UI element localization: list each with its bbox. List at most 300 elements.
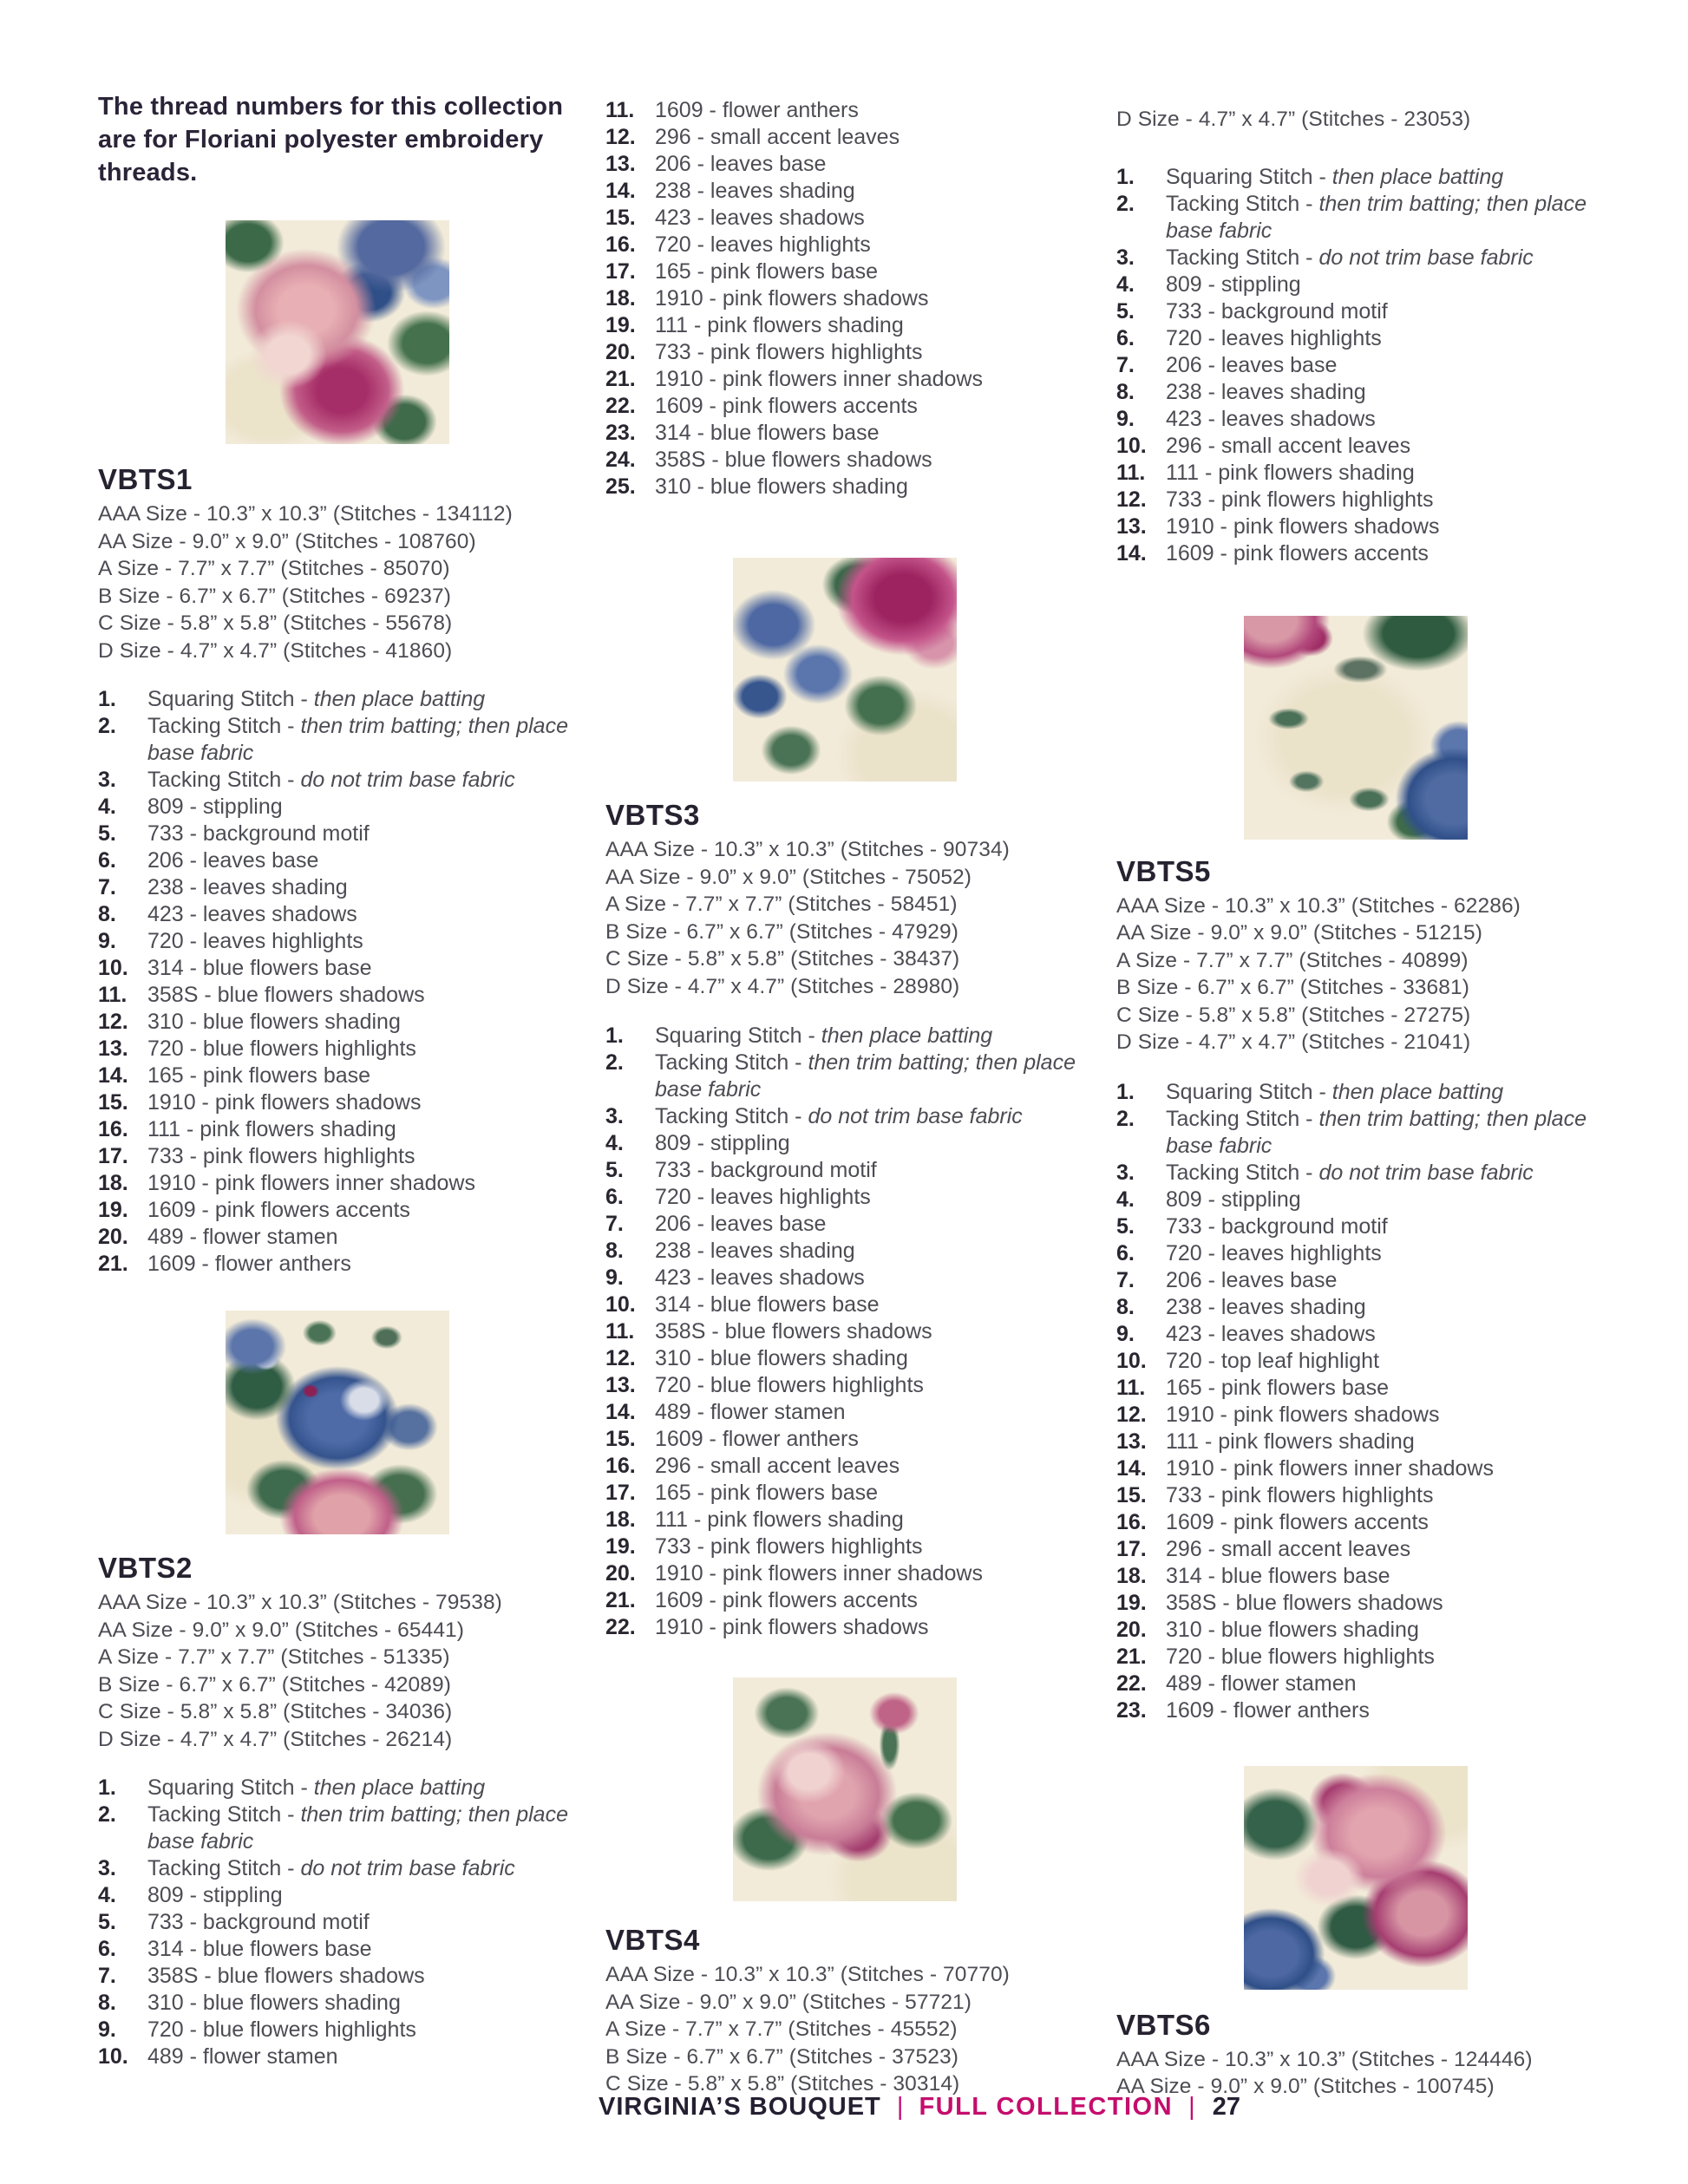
step-number: 20.: [98, 1225, 128, 1249]
step-number: 15.: [605, 206, 636, 230]
thread-step: [98, 901, 577, 928]
step-text: 733 - background motif: [147, 821, 370, 846]
thread-step: [605, 124, 1084, 151]
thread-step: [605, 1533, 1084, 1560]
step-number: 6.: [98, 1937, 116, 1961]
size-line: C Size - 5.8” x 5.8” (Stitches - 38437): [605, 947, 960, 971]
size-line: C Size - 5.8” x 5.8” (Stitches - 30314): [605, 2072, 960, 2096]
intro-text: The thread numbers for this collection are for Floriani polyester embroidery threads.: [98, 93, 564, 186]
step-number: 4.: [98, 1883, 116, 1907]
step-number: 7.: [98, 1964, 116, 1988]
vbts1-sizes: [98, 500, 577, 664]
step-text: 296 - small accent leaves: [655, 1454, 900, 1478]
vbts4-design-thumbnail: [733, 1677, 957, 1901]
size-line: A Size - 7.7” x 7.7” (Stitches - 45552): [605, 2017, 958, 2041]
step-text: 206 - leaves base: [1166, 1267, 1338, 1292]
step-text: 1910 - pink flowers shadows: [147, 1090, 422, 1115]
size-line: AA Size - 9.0” x 9.0” (Stitches - 100745): [1116, 2075, 1495, 2098]
step-text: 165 - pink flowers base: [1166, 1375, 1390, 1400]
thread-step: [1116, 1348, 1595, 1375]
step-number: 11.: [1116, 460, 1146, 485]
step-number: 25.: [605, 474, 636, 499]
step-text: 358S - blue flowers shadows: [1166, 1590, 1443, 1615]
thread-step: [98, 1143, 577, 1170]
vbts2-thread-list-part1: [98, 1775, 577, 2070]
thread-step: [98, 1251, 577, 1278]
thread-step: [605, 1157, 1084, 1184]
step-number: 18.: [605, 286, 636, 311]
step-number: 2.: [605, 1050, 624, 1075]
thread-step: [1116, 1160, 1595, 1187]
thread-step: [605, 1103, 1084, 1130]
thread-step: [605, 1560, 1084, 1587]
step-number: 14.: [1116, 540, 1147, 566]
step-text: Tacking Stitch - do not trim base fabric: [655, 1104, 1023, 1128]
thread-step: [1116, 164, 1595, 191]
size-line: AAA Size - 10.3” x 10.3” (Stitches - 124446): [1116, 2047, 1533, 2071]
thread-step: [1116, 406, 1595, 433]
step-text: 358S - blue flowers shadows: [655, 448, 932, 472]
size-line: AAA Size - 10.3” x 10.3” (Stitches - 62286): [1116, 893, 1521, 918]
size-line: D Size - 4.7” x 4.7” (Stitches - 28980): [605, 974, 960, 998]
step-text: 310 - blue flowers shading: [655, 474, 908, 499]
step-text: 296 - small accent leaves: [1166, 1536, 1411, 1561]
thread-step: [1116, 1590, 1595, 1617]
vbts2-design-thumbnail: [226, 1311, 449, 1534]
vbts4-sizes: [605, 1961, 1084, 2098]
thread-step: [98, 1063, 577, 1089]
size-line: B Size - 6.7” x 6.7” (Stitches - 69237): [98, 584, 451, 608]
size-line: AA Size - 9.0” x 9.0” (Stitches - 65441): [98, 1618, 465, 1642]
step-text: 809 - stippling: [147, 1883, 283, 1907]
step-number: 12.: [1116, 487, 1147, 512]
step-number: 11.: [605, 98, 635, 122]
step-number: 10.: [605, 1292, 636, 1317]
step-number: 17.: [605, 1481, 636, 1505]
step-number: 2.: [1116, 191, 1135, 216]
size-line: B Size - 6.7” x 6.7” (Stitches - 37523): [605, 2044, 958, 2069]
step-number: 4.: [1116, 1187, 1135, 1212]
step-number: 18.: [98, 1171, 128, 1195]
footer-separator: |: [896, 2093, 904, 2121]
step-number: 17.: [1116, 1536, 1147, 1561]
step-text: 296 - small accent leaves: [1166, 433, 1411, 458]
step-number: 19.: [1116, 1590, 1147, 1615]
step-text: 489 - flower stamen: [1166, 1671, 1357, 1696]
step-text: 314 - blue flowers base: [1166, 1563, 1390, 1588]
step-text: 423 - leaves shadows: [1166, 406, 1376, 431]
step-number: 16.: [605, 232, 636, 257]
thread-step: [605, 97, 1084, 124]
step-text: Tacking Stitch - do not trim base fabric: [147, 1856, 515, 1880]
step-text: 1910 - pink flowers shadows: [655, 1615, 929, 1639]
step-number: 24.: [605, 448, 636, 472]
thread-step: [605, 1372, 1084, 1399]
thread-step: [1116, 460, 1595, 487]
thread-step: [605, 1049, 1084, 1103]
step-number: 13.: [1116, 1429, 1147, 1454]
step-text: 165 - pink flowers base: [655, 1481, 879, 1505]
thread-step: [1116, 1106, 1595, 1160]
size-line: A Size - 7.7” x 7.7” (Stitches - 85070): [98, 557, 450, 580]
thread-step: [1116, 1644, 1595, 1671]
thread-step: [605, 1614, 1084, 1641]
step-text: 720 - leaves highlights: [1166, 325, 1382, 350]
thread-step: [605, 1453, 1084, 1480]
step-text: 111 - pink flowers shading: [655, 313, 904, 337]
step-text: 314 - blue flowers base: [147, 956, 372, 980]
size-line: AAA Size - 10.3” x 10.3” (Stitches - 70770): [605, 1963, 1010, 1986]
step-text: 1910 - pink flowers inner shadows: [655, 1561, 983, 1586]
size-line: AA Size - 9.0” x 9.0” (Stitches - 57721): [605, 1990, 972, 2014]
column-2: [605, 0, 1084, 2098]
vbts2-section: [98, 1552, 577, 2070]
thread-step: [1116, 487, 1595, 513]
step-number: 9.: [605, 1265, 624, 1290]
thread-step: [98, 982, 577, 1009]
step-text: 111 - pink flowers shading: [147, 1117, 396, 1141]
vbts5-sizes: [1116, 893, 1595, 1056]
step-number: 3.: [98, 768, 116, 792]
thread-step: [98, 1009, 577, 1036]
thread-step: [1116, 513, 1595, 540]
step-number: 13.: [605, 1373, 636, 1397]
thread-step: [605, 1238, 1084, 1265]
step-number: 10.: [98, 956, 128, 980]
thread-step: [1116, 1509, 1595, 1536]
thread-step: [98, 1775, 577, 1801]
thread-step: [1116, 1429, 1595, 1455]
step-number: 12.: [605, 125, 636, 149]
thread-step: [605, 1345, 1084, 1372]
thread-step: [1116, 1617, 1595, 1644]
thread-step: [605, 1426, 1084, 1453]
thread-step: [605, 1211, 1084, 1238]
step-number: 14.: [98, 1063, 128, 1088]
thread-step: [98, 1963, 577, 1990]
step-text: 1609 - pink flowers accents: [147, 1198, 410, 1222]
step-number: 21.: [605, 1588, 636, 1612]
step-text: Squaring Stitch - then place batting: [655, 1023, 993, 1048]
step-number: 9.: [98, 2017, 116, 2042]
step-text: 720 - leaves highlights: [1166, 1240, 1382, 1265]
thread-step: [1116, 1671, 1595, 1697]
step-text: 1609 - pink flowers accents: [655, 1588, 918, 1612]
step-number: 4.: [98, 794, 116, 819]
step-text: 206 - leaves base: [147, 848, 319, 873]
thread-step: [1116, 1455, 1595, 1482]
step-number: 13.: [1116, 513, 1147, 539]
thread-step: [98, 847, 577, 874]
thread-step: [98, 1909, 577, 1936]
step-text: 310 - blue flowers shading: [147, 1010, 401, 1034]
step-number: 7.: [605, 1212, 624, 1236]
size-line: AA Size - 9.0” x 9.0” (Stitches - 108760): [98, 529, 476, 553]
step-text: 1609 - flower anthers: [655, 98, 859, 122]
thread-step: [1116, 298, 1595, 325]
step-number: 7.: [1116, 352, 1135, 377]
vbts5-section: [1116, 855, 1595, 1724]
step-text: 809 - stippling: [1166, 1187, 1301, 1212]
step-text: 733 - pink flowers highlights: [655, 340, 923, 364]
step-number: 4.: [605, 1131, 624, 1155]
step-number: 6.: [605, 1185, 624, 1209]
step-text: 489 - flower stamen: [147, 2044, 338, 2069]
step-number: 2.: [1116, 1106, 1135, 1131]
size-line: D Size - 4.7” x 4.7” (Stitches - 26214): [98, 1727, 453, 1751]
step-number: 1.: [98, 1775, 116, 1800]
step-text: 238 - leaves shading: [655, 1239, 855, 1263]
thread-step: [1116, 1240, 1595, 1267]
step-text: Tacking Stitch - then trim batting; then place base fabric: [1166, 191, 1587, 243]
step-text: 1609 - flower anthers: [1166, 1697, 1370, 1723]
step-number: 23.: [605, 421, 636, 445]
step-number: 8.: [605, 1239, 624, 1263]
thread-step: [605, 178, 1084, 205]
thread-step: [1116, 379, 1595, 406]
size-line: D Size - 4.7” x 4.7” (Stitches - 41860): [98, 638, 453, 663]
thread-step: [605, 1291, 1084, 1318]
step-text: Tacking Stitch - then trim batting; then place base fabric: [1166, 1106, 1587, 1158]
vbts3-thread-list: [605, 1023, 1084, 1641]
step-number: 12.: [605, 1346, 636, 1370]
step-number: 11.: [98, 983, 128, 1007]
step-text: 206 - leaves base: [1166, 352, 1338, 377]
thread-step: [1116, 1321, 1595, 1348]
step-number: 5.: [1116, 1213, 1135, 1239]
step-number: 7.: [1116, 1267, 1135, 1292]
step-text: 358S - blue flowers shadows: [147, 983, 425, 1007]
thread-step: [1116, 191, 1595, 245]
size-line: B Size - 6.7” x 6.7” (Stitches - 47929): [605, 919, 958, 944]
step-number: 20.: [605, 1561, 636, 1586]
step-number: 14.: [1116, 1455, 1147, 1481]
step-text: 310 - blue flowers shading: [655, 1346, 908, 1370]
step-text: 423 - leaves shadows: [655, 1265, 865, 1290]
thread-step: [98, 794, 577, 821]
step-number: 2.: [98, 1802, 116, 1827]
thread-step: [1116, 540, 1595, 567]
thread-step: [98, 1882, 577, 1909]
vbts1-thread-list: [98, 686, 577, 1278]
thread-step: [605, 1480, 1084, 1507]
step-number: 6.: [1116, 1240, 1135, 1265]
thread-step: [98, 2043, 577, 2070]
step-text: 720 - blue flowers highlights: [1166, 1644, 1435, 1669]
column-1: [98, 0, 577, 2070]
thread-step: [98, 1116, 577, 1143]
step-number: 3.: [1116, 1160, 1135, 1185]
step-number: 22.: [605, 394, 636, 418]
thread-step: [98, 1224, 577, 1251]
step-text: 1609 - flower anthers: [147, 1252, 351, 1276]
footer-collection-title: VIRGINIA’S BOUQUET: [599, 2093, 881, 2121]
step-text: 809 - stippling: [655, 1131, 790, 1155]
step-number: 18.: [1116, 1563, 1147, 1588]
size-line: B Size - 6.7” x 6.7” (Stitches - 42089): [98, 1672, 451, 1697]
step-text: 314 - blue flowers base: [147, 1937, 372, 1961]
step-text: Squaring Stitch - then place batting: [1166, 1079, 1504, 1104]
step-text: 111 - pink flowers shading: [1166, 460, 1415, 485]
thread-step: [98, 713, 577, 767]
vbts6-design-thumbnail: [1244, 1766, 1468, 1990]
thread-step: [1116, 1536, 1595, 1563]
step-text: 238 - leaves shading: [1166, 1294, 1366, 1319]
thread-step: [1116, 1402, 1595, 1429]
step-number: 23.: [1116, 1697, 1147, 1723]
step-text: 733 - background motif: [1166, 298, 1388, 324]
step-text: 310 - blue flowers shading: [1166, 1617, 1419, 1642]
thread-step: [605, 366, 1084, 393]
vbts6-section: [1116, 2009, 1595, 2101]
step-text: 1609 - pink flowers accents: [655, 394, 918, 418]
step-text: 238 - leaves shading: [147, 875, 348, 899]
footer-collection-label: FULL COLLECTION: [919, 2093, 1174, 2121]
step-number: 9.: [1116, 406, 1135, 431]
vbts3-title: VBTS3: [605, 799, 700, 831]
step-number: 15.: [98, 1090, 128, 1115]
step-number: 8.: [98, 1991, 116, 2015]
thread-step: [605, 447, 1084, 474]
step-number: 15.: [1116, 1482, 1147, 1507]
step-number: 10.: [1116, 1348, 1147, 1373]
thread-step: [605, 1184, 1084, 1211]
vbts1-title: VBTS1: [98, 463, 193, 495]
step-number: 19.: [605, 1534, 636, 1559]
vbts4-size-d: D Size - 4.7” x 4.7” (Stitches - 23053): [1116, 108, 1471, 131]
thread-step: [1116, 1697, 1595, 1724]
thread-step: [605, 258, 1084, 285]
thread-step: [1116, 1213, 1595, 1240]
thread-step: [98, 1197, 577, 1224]
step-text: 733 - background motif: [147, 1910, 370, 1934]
thread-step: [605, 1507, 1084, 1533]
step-text: 1910 - pink flowers shadows: [1166, 513, 1440, 539]
size-line: AA Size - 9.0” x 9.0” (Stitches - 51215): [1116, 921, 1483, 945]
vbts5-title: VBTS5: [1116, 854, 1211, 887]
step-text: 111 - pink flowers shading: [1166, 1429, 1415, 1454]
step-number: 12.: [98, 1010, 128, 1034]
size-line: A Size - 7.7” x 7.7” (Stitches - 40899): [1116, 948, 1469, 972]
thread-step: [605, 474, 1084, 500]
step-number: 21.: [98, 1252, 128, 1276]
step-number: 22.: [605, 1615, 636, 1639]
step-text: 165 - pink flowers base: [147, 1063, 371, 1088]
step-text: 358S - blue flowers shadows: [655, 1319, 932, 1344]
step-text: Tacking Stitch - then trim batting; then place base fabric: [147, 714, 568, 765]
vbts2-thread-list-part2: [605, 97, 1084, 500]
step-number: 21.: [605, 367, 636, 391]
step-number: 20.: [1116, 1617, 1147, 1642]
step-number: 11.: [605, 1319, 635, 1344]
thread-step: [1116, 1187, 1595, 1213]
step-number: 4.: [1116, 271, 1135, 297]
size-line: C Size - 5.8” x 5.8” (Stitches - 27275): [1116, 1003, 1471, 1027]
step-number: 1.: [605, 1023, 624, 1048]
step-number: 12.: [1116, 1402, 1147, 1427]
thread-step: [605, 1130, 1084, 1157]
size-line: C Size - 5.8” x 5.8” (Stitches - 34036): [98, 1700, 453, 1723]
vbts6-title: VBTS6: [1116, 2008, 1211, 2041]
step-text: Tacking Stitch - do not trim base fabric: [1166, 245, 1534, 270]
step-text: 1609 - flower anthers: [655, 1427, 859, 1451]
step-text: 733 - background motif: [655, 1158, 877, 1182]
step-number: 22.: [1116, 1671, 1147, 1696]
vbts1-section: [98, 463, 577, 1278]
vbts3-design-thumbnail: [733, 558, 957, 781]
thread-step: [605, 1265, 1084, 1291]
thread-step: [98, 821, 577, 847]
step-text: 733 - pink flowers highlights: [147, 1144, 415, 1168]
step-number: 19.: [605, 313, 636, 337]
step-number: 5.: [98, 821, 116, 846]
thread-step: [1116, 352, 1595, 379]
vbts2-title: VBTS2: [98, 1552, 193, 1584]
size-line: AA Size - 9.0” x 9.0” (Stitches - 75052): [605, 865, 972, 889]
step-number: 14.: [605, 179, 636, 203]
vbts3-section: [605, 799, 1084, 1641]
step-text: 238 - leaves shading: [655, 179, 855, 203]
thread-step: [98, 767, 577, 794]
step-text: 720 - leaves highlights: [655, 1185, 871, 1209]
thread-step: [98, 1036, 577, 1063]
thread-step: [98, 686, 577, 713]
thread-step: [1116, 1294, 1595, 1321]
step-number: 19.: [98, 1198, 128, 1222]
step-number: 1.: [1116, 1079, 1135, 1104]
vbts2-sizes: [98, 1589, 577, 1753]
step-number: 9.: [1116, 1321, 1135, 1346]
vbts5-thread-list: [1116, 1079, 1595, 1724]
step-text: 720 - blue flowers highlights: [147, 2017, 416, 2042]
step-text: 238 - leaves shading: [1166, 379, 1366, 404]
size-line: A Size - 7.7” x 7.7” (Stitches - 51335): [98, 1645, 450, 1669]
vbts3-sizes: [605, 836, 1084, 1000]
vbts4-thread-list: [1116, 164, 1595, 567]
step-text: 1910 - pink flowers shadows: [655, 286, 929, 311]
size-line: AAA Size - 10.3” x 10.3” (Stitches - 79538): [98, 1591, 502, 1614]
step-number: 8.: [1116, 1294, 1135, 1319]
step-text: 1910 - pink flowers inner shadows: [655, 367, 983, 391]
step-text: 423 - leaves shadows: [1166, 1321, 1376, 1346]
step-number: 18.: [605, 1507, 636, 1532]
thread-step: [605, 151, 1084, 178]
step-number: 10.: [1116, 433, 1147, 458]
step-text: 314 - blue flowers base: [655, 1292, 880, 1317]
step-number: 3.: [98, 1856, 116, 1880]
step-text: 489 - flower stamen: [147, 1225, 338, 1249]
thread-step: [605, 1023, 1084, 1049]
vbts4-section: [605, 1924, 1084, 2098]
thread-step: [98, 1170, 577, 1197]
thread-step: [605, 312, 1084, 339]
thread-step: [1116, 325, 1595, 352]
thread-step: [98, 874, 577, 901]
step-number: 10.: [98, 2044, 128, 2069]
thread-step: [1116, 245, 1595, 271]
step-text: 720 - leaves highlights: [147, 929, 363, 953]
step-text: 720 - blue flowers highlights: [655, 1373, 924, 1397]
footer-separator: |: [1188, 2093, 1195, 2121]
thread-step: [605, 1587, 1084, 1614]
step-number: 9.: [98, 929, 116, 953]
size-line: D Size - 4.7” x 4.7” (Stitches - 21041): [1116, 1030, 1471, 1054]
thread-step: [605, 232, 1084, 258]
column-3: [1116, 0, 1595, 2101]
thread-step: [1116, 433, 1595, 460]
size-line: A Size - 7.7” x 7.7” (Stitches - 58451): [605, 893, 958, 916]
step-text: Squaring Stitch - then place batting: [1166, 164, 1504, 189]
